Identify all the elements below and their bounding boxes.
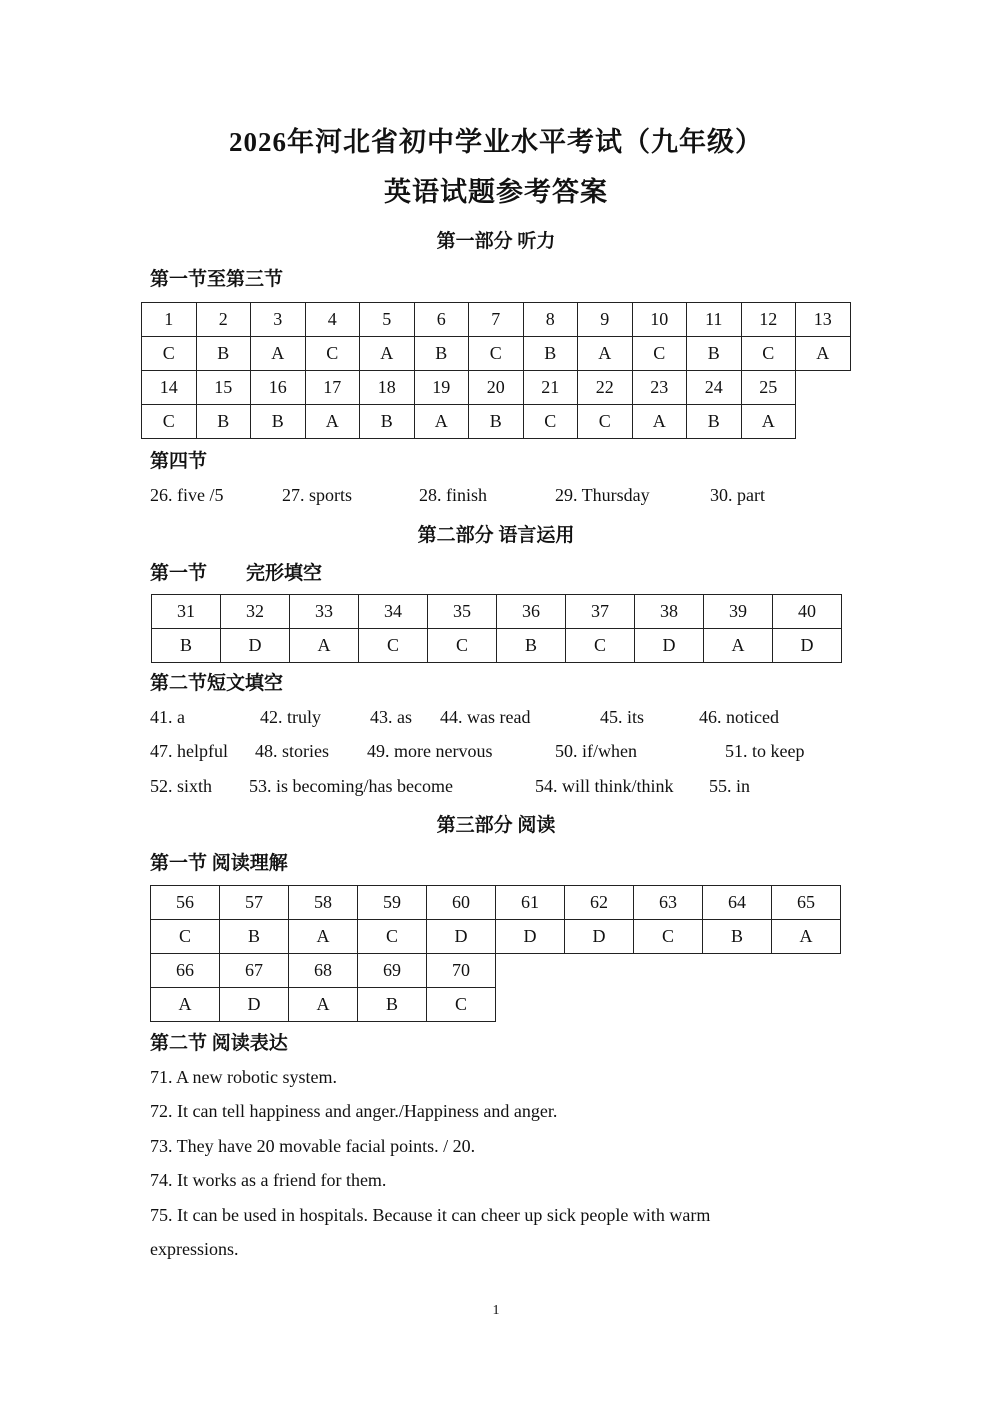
question-number-cell: 10 xyxy=(632,303,687,337)
answer-71: 71. A new robotic system. xyxy=(150,1067,337,1087)
answer-cell: A xyxy=(741,405,796,439)
answer-44: 44. was read xyxy=(440,707,531,727)
question-number-cell: 33 xyxy=(290,595,359,629)
answer-cell: C xyxy=(632,337,687,371)
answer-cell: C xyxy=(523,405,578,439)
answer-cell: C xyxy=(142,405,197,439)
question-number-cell: 37 xyxy=(566,595,635,629)
answer-cell: D xyxy=(496,920,565,954)
question-number-cell: 13 xyxy=(796,303,851,337)
answer-74: 74. It works as a friend for them. xyxy=(150,1170,387,1190)
answer-cell: B xyxy=(687,337,742,371)
answer-50: 50. if/when xyxy=(555,741,637,761)
empty-cell xyxy=(772,988,841,1022)
empty-cell xyxy=(703,954,772,988)
answer-cell: C xyxy=(578,405,633,439)
question-number-cell: 38 xyxy=(635,595,704,629)
empty-cell xyxy=(634,954,703,988)
answer-cell: D xyxy=(427,920,496,954)
part3-heading: 第三部分 阅读 xyxy=(436,815,556,836)
answer-cell: B xyxy=(196,405,251,439)
question-number-cell: 32 xyxy=(221,595,290,629)
answer-47: 47. helpful xyxy=(150,741,228,761)
answer-30: 30. part xyxy=(710,485,765,505)
answer-cell: C xyxy=(428,629,497,663)
answer-45: 45. its xyxy=(600,707,645,727)
question-number-cell: 40 xyxy=(773,595,842,629)
question-number-cell: 1 xyxy=(142,303,197,337)
answer-cell: B xyxy=(497,629,566,663)
question-number-cell: 23 xyxy=(632,371,687,405)
answer-cell: C xyxy=(566,629,635,663)
question-number-cell: 9 xyxy=(578,303,633,337)
answer-cell: D xyxy=(635,629,704,663)
question-number-cell: 20 xyxy=(469,371,524,405)
question-number-cell: 3 xyxy=(251,303,306,337)
part2-sec1-title: 完形填空 xyxy=(246,563,323,584)
answer-cell: D xyxy=(773,629,842,663)
answer-cell: A xyxy=(251,337,306,371)
part2-heading: 第二部分 语言运用 xyxy=(417,525,575,546)
answer-cell: A xyxy=(360,337,415,371)
part1-sec4-heading: 第四节 xyxy=(150,451,208,472)
question-number-cell: 65 xyxy=(772,886,841,920)
answer-26: 26. five /5 xyxy=(150,485,224,505)
answer-cell: B xyxy=(687,405,742,439)
empty-cell xyxy=(634,988,703,1022)
answer-cell: C xyxy=(741,337,796,371)
question-number-cell: 68 xyxy=(289,954,358,988)
answer-cell: B xyxy=(703,920,772,954)
answer-73: 73. They have 20 movable facial points. / 20. xyxy=(150,1136,476,1156)
answer-42: 42. truly xyxy=(260,707,321,727)
answer-49: 49. more nervous xyxy=(367,741,493,761)
answer-27: 27. sports xyxy=(282,485,353,505)
empty-cell xyxy=(496,954,565,988)
empty-cell xyxy=(703,988,772,1022)
question-number-cell: 4 xyxy=(305,303,360,337)
answer-cell: C xyxy=(151,920,220,954)
part1-sec1-3-heading: 第一节至第三节 xyxy=(150,269,284,290)
reading-answer-table xyxy=(150,885,841,1022)
question-number-cell: 58 xyxy=(289,886,358,920)
answer-cell: A xyxy=(305,405,360,439)
question-number-cell: 19 xyxy=(414,371,469,405)
question-number-cell: 62 xyxy=(565,886,634,920)
question-number-cell: 16 xyxy=(251,371,306,405)
exam-subtitle: 英语试题参考答案 xyxy=(384,177,608,207)
answer-41: 41. a xyxy=(150,707,185,727)
part2-sec1-label: 第一节 xyxy=(150,563,208,584)
empty-cell xyxy=(796,405,851,439)
answer-cell: B xyxy=(414,337,469,371)
answer-cell: B xyxy=(196,337,251,371)
question-number-cell: 59 xyxy=(358,886,427,920)
question-number-cell: 17 xyxy=(305,371,360,405)
empty-cell xyxy=(496,988,565,1022)
answer-51: 51. to keep xyxy=(725,741,805,761)
question-number-cell: 63 xyxy=(634,886,703,920)
question-number-cell: 31 xyxy=(152,595,221,629)
answer-cell: A xyxy=(796,337,851,371)
answer-cell: A xyxy=(151,988,220,1022)
answer-cell: A xyxy=(290,629,359,663)
part3-sec1-heading: 第一节 阅读理解 xyxy=(150,853,288,874)
answer-cell: C xyxy=(358,920,427,954)
question-number-cell: 2 xyxy=(196,303,251,337)
question-number-cell: 60 xyxy=(427,886,496,920)
empty-cell xyxy=(772,954,841,988)
answer-cell: C xyxy=(305,337,360,371)
question-number-cell: 18 xyxy=(360,371,415,405)
question-number-cell: 64 xyxy=(703,886,772,920)
part2-sec2-heading: 第二节短文填空 xyxy=(150,673,284,694)
question-number-cell: 66 xyxy=(151,954,220,988)
question-number-cell: 57 xyxy=(220,886,289,920)
answer-cell: A xyxy=(289,988,358,1022)
empty-cell xyxy=(565,954,634,988)
answer-cell: B xyxy=(152,629,221,663)
question-number-cell: 34 xyxy=(359,595,428,629)
answer-cell: B xyxy=(220,920,289,954)
answer-43: 43. as xyxy=(370,707,412,727)
question-number-cell: 12 xyxy=(741,303,796,337)
answer-29: 29. Thursday xyxy=(555,485,650,505)
answer-75-line1: 75. It can be used in hospitals. Because it can cheer up sick people with warm xyxy=(150,1205,711,1225)
answer-cell: C xyxy=(427,988,496,1022)
question-number-cell: 21 xyxy=(523,371,578,405)
question-number-cell: 39 xyxy=(704,595,773,629)
question-number-cell: 7 xyxy=(469,303,524,337)
answer-cell: A xyxy=(632,405,687,439)
answer-cell: C xyxy=(469,337,524,371)
answer-cell: B xyxy=(523,337,578,371)
answer-cell: A xyxy=(772,920,841,954)
answer-55: 55. in xyxy=(709,776,751,796)
answer-46: 46. noticed xyxy=(699,707,779,727)
answer-53: 53. is becoming/has become xyxy=(249,776,453,796)
answer-cell: A xyxy=(578,337,633,371)
answer-cell: B xyxy=(251,405,306,439)
answer-cell: C xyxy=(634,920,703,954)
listening-answer-table xyxy=(141,302,851,439)
question-number-cell: 35 xyxy=(428,595,497,629)
question-number-cell: 22 xyxy=(578,371,633,405)
empty-cell xyxy=(565,988,634,1022)
question-number-cell: 61 xyxy=(496,886,565,920)
empty-cell xyxy=(796,371,851,405)
question-number-cell: 56 xyxy=(151,886,220,920)
exam-title: 2026年河北省初中学业水平考试（九年级） xyxy=(229,127,763,157)
answer-52: 52. sixth xyxy=(150,776,213,796)
answer-cell: D xyxy=(221,629,290,663)
answer-cell: B xyxy=(469,405,524,439)
question-number-cell: 69 xyxy=(358,954,427,988)
question-number-cell: 24 xyxy=(687,371,742,405)
question-number-cell: 15 xyxy=(196,371,251,405)
answer-cell: B xyxy=(360,405,415,439)
answer-cell: A xyxy=(704,629,773,663)
answer-cell: C xyxy=(359,629,428,663)
question-number-cell: 11 xyxy=(687,303,742,337)
question-number-cell: 70 xyxy=(427,954,496,988)
answer-72: 72. It can tell happiness and anger./Happiness and anger. xyxy=(150,1101,558,1121)
question-number-cell: 67 xyxy=(220,954,289,988)
page-number: 1 xyxy=(492,1303,500,1318)
answer-cell: D xyxy=(565,920,634,954)
answer-48: 48. stories xyxy=(255,741,329,761)
question-number-cell: 6 xyxy=(414,303,469,337)
answer-cell: B xyxy=(358,988,427,1022)
answer-cell: A xyxy=(289,920,358,954)
question-number-cell: 36 xyxy=(497,595,566,629)
question-number-cell: 14 xyxy=(142,371,197,405)
answer-75-line2: expressions. xyxy=(150,1239,239,1259)
answer-cell: C xyxy=(142,337,197,371)
question-number-cell: 8 xyxy=(523,303,578,337)
answer-cell: D xyxy=(220,988,289,1022)
question-number-cell: 5 xyxy=(360,303,415,337)
part3-sec2-heading: 第二节 阅读表达 xyxy=(150,1033,288,1054)
question-number-cell: 25 xyxy=(741,371,796,405)
answer-28: 28. finish xyxy=(419,485,488,505)
answer-54: 54. will think/think xyxy=(535,776,674,796)
part1-heading: 第一部分 听力 xyxy=(436,231,556,252)
answer-cell: A xyxy=(414,405,469,439)
cloze-answer-table xyxy=(151,594,842,663)
